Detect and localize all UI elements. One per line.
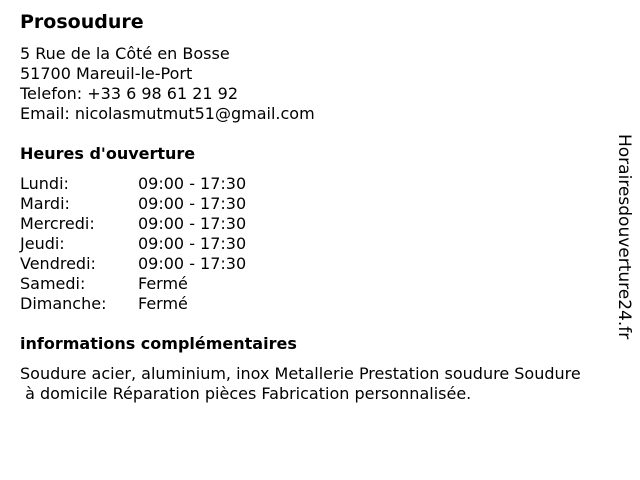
day-label: Samedi: bbox=[20, 274, 86, 293]
business-name: Prosoudure bbox=[20, 11, 144, 33]
info-line: à domicile Réparation pièces Fabrication personnalisée. bbox=[20, 384, 472, 403]
day-label: Jeudi: bbox=[20, 234, 65, 253]
additional-info-text bbox=[20, 364, 632, 404]
hours-value: 09:00 - 17:30 bbox=[138, 174, 247, 193]
day-label: Mardi: bbox=[20, 194, 70, 213]
business-contact bbox=[20, 44, 315, 124]
site-watermark: Horairesdouverture24.fr bbox=[614, 134, 634, 340]
day-label: Dimanche: bbox=[20, 294, 107, 313]
info-line: Soudure acier, aluminium, inox Metallerie Prestation soudure Soudure bbox=[20, 364, 581, 383]
hours-value: 09:00 - 17:30 bbox=[138, 254, 247, 273]
hours-value: 09:00 - 17:30 bbox=[138, 214, 247, 233]
email-address: Email: nicolasmutmut51@gmail.com bbox=[20, 104, 315, 123]
hours-value: Fermé bbox=[138, 274, 188, 293]
day-label: Mercredi: bbox=[20, 214, 95, 233]
hours-value: Fermé bbox=[138, 294, 188, 313]
phone-number: Telefon: +33 6 98 61 21 92 bbox=[20, 84, 239, 103]
hours-value: 09:00 - 17:30 bbox=[138, 234, 247, 253]
hours-value: 09:00 - 17:30 bbox=[138, 194, 247, 213]
address-city: 51700 Mareuil-le-Port bbox=[20, 64, 193, 83]
day-label: Vendredi: bbox=[20, 254, 96, 273]
day-label: Lundi: bbox=[20, 174, 69, 193]
opening-hours-heading: Heures d'ouverture bbox=[20, 144, 196, 163]
address-street: 5 Rue de la Côté en Bosse bbox=[20, 44, 230, 63]
additional-info-heading: informations complémentaires bbox=[20, 334, 297, 353]
